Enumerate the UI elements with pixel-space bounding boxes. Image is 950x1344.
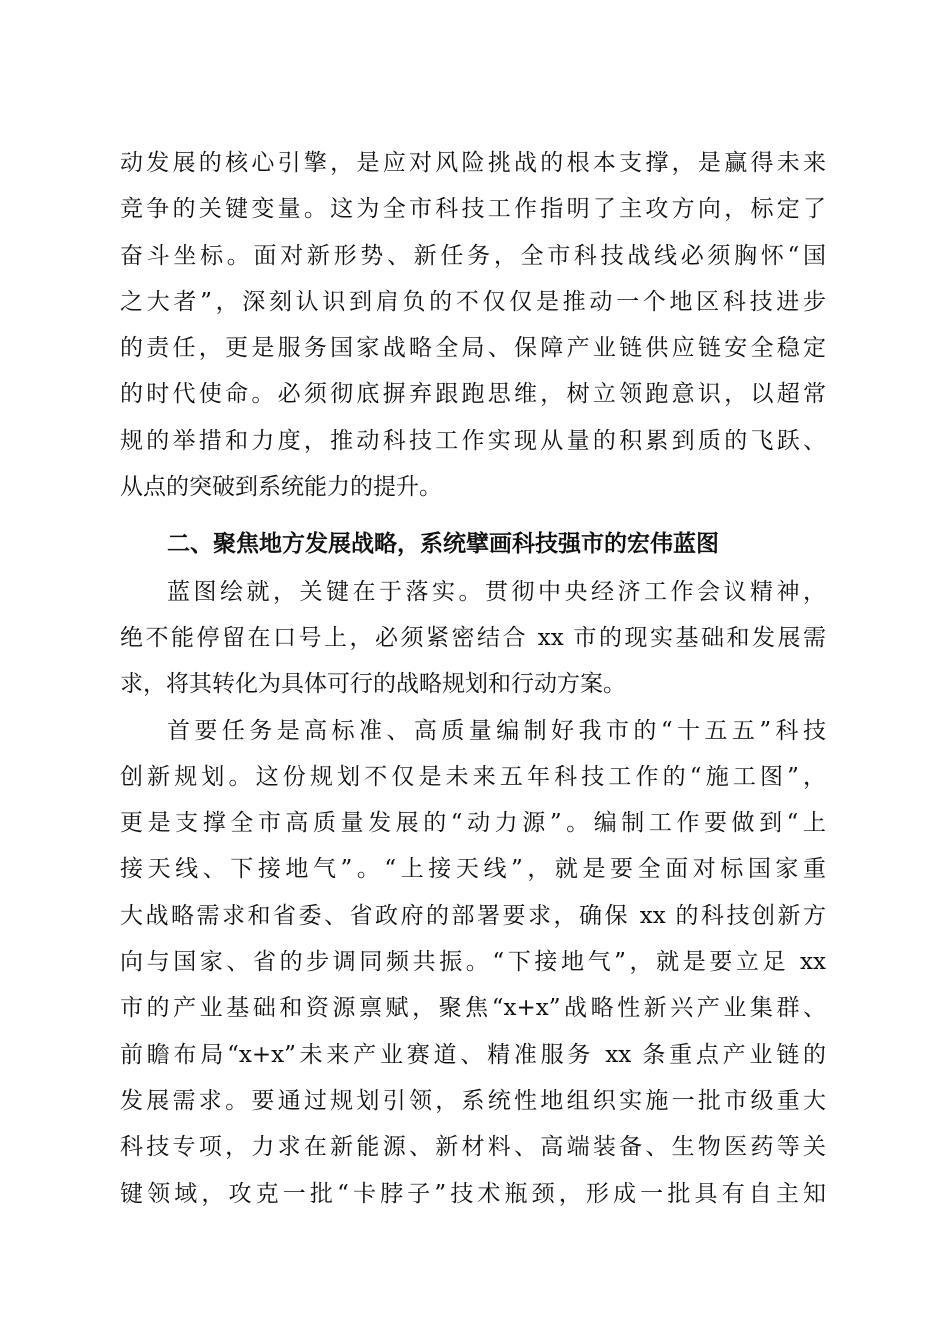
heading-text: 二、聚焦地方发展战略，系统擘画科技强市的宏伟蓝图 bbox=[167, 530, 719, 558]
text-line: 发展需求。要通过规划引领，系统性地组织实施一批市级重大 bbox=[120, 1087, 826, 1114]
text-line: 科技专项，力求在新能源、新材料、高端装备、生物医药等关 bbox=[120, 1134, 826, 1161]
paragraph bbox=[120, 140, 826, 510]
text-line: 蓝图绘就，关键在于落实。贯彻中央经济工作会议精神， bbox=[167, 578, 826, 605]
text-line: 创新规划。这份规划不仅是未来五年科技工作的“施工图”， bbox=[120, 763, 826, 790]
text-line: 竞争的关键变量。这为全市科技工作指明了主攻方向，标定了 bbox=[120, 196, 826, 223]
document-page bbox=[120, 140, 826, 1217]
text-line: 首要任务是高标准、高质量编制好我市的“十五五”科技 bbox=[167, 717, 826, 744]
text-line: 接天线、下接地气”。“上接天线”，就是要全面对标国家重 bbox=[120, 856, 826, 883]
text-line: 更是支撑全市高质量发展的“动力源”。编制工作要做到“上 bbox=[120, 810, 826, 837]
text-line: 从点的突破到系统能力的提升。 bbox=[120, 474, 442, 501]
text-line: 求，将其转化为具体可行的战略规划和行动方案。 bbox=[120, 671, 626, 698]
text-line: 绝不能停留在口号上，必须紧密结合 xx 市的现实基础和发展需 bbox=[120, 624, 826, 651]
text-line: 键领域，攻克一批“卡脖子”技术瓶颈，形成一批具有自主知 bbox=[120, 1180, 826, 1207]
text-line: 的责任，更是服务国家战略全局、保障产业链供应链安全稳定 bbox=[120, 335, 826, 362]
text-line: 规的举措和力度，推动科技工作实现从量的积累到质的飞跃、 bbox=[120, 427, 826, 454]
paragraph bbox=[120, 708, 826, 1217]
text-line: 动发展的核心引擎，是应对风险挑战的根本支撑，是赢得未来 bbox=[120, 150, 826, 176]
section-heading bbox=[120, 521, 826, 567]
text-line: 之大者”，深刻认识到肩负的不仅仅是推动一个地区科技进步 bbox=[120, 288, 826, 315]
text-line: 的时代使命。必须彻底摒弃跟跑思维，树立领跑意识，以超常 bbox=[120, 381, 826, 408]
text-line: 向与国家、省的步调同频共振。“下接地气”，就是要立足 xx bbox=[120, 949, 826, 976]
text-line: 奋斗坐标。面对新形势、新任务，全市科技战线必须胸怀“国 bbox=[120, 242, 826, 269]
text-line: 前瞻布局“x+x”未来产业赛道、精准服务 xx 条重点产业链的 bbox=[120, 1041, 826, 1068]
paragraph bbox=[120, 569, 826, 708]
text-line: 大战略需求和省委、省政府的部署要求，确保 xx 的科技创新方 bbox=[120, 902, 826, 929]
text-line: 市的产业基础和资源禀赋，聚焦“x+x”战略性新兴产业集群、 bbox=[120, 995, 826, 1022]
